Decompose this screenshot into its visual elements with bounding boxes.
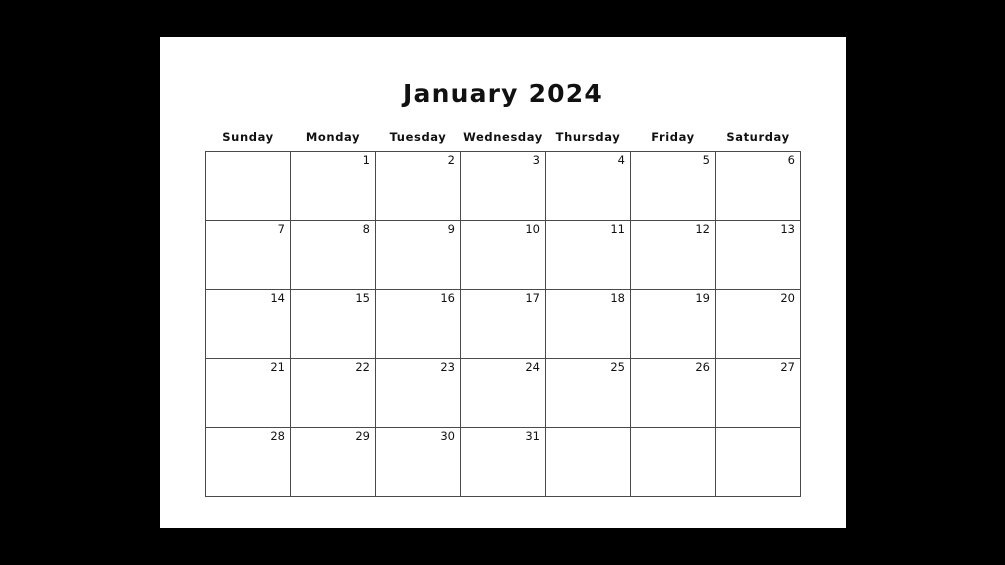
day-number: 29 bbox=[355, 429, 370, 443]
day-cell[interactable] bbox=[206, 428, 291, 497]
calendar-body bbox=[206, 152, 801, 497]
day-number: 26 bbox=[695, 360, 710, 374]
calendar-week-row bbox=[206, 152, 801, 221]
day-number: 27 bbox=[780, 360, 795, 374]
day-cell[interactable] bbox=[291, 428, 376, 497]
calendar-week-row bbox=[206, 428, 801, 497]
dayname-sunday: Sunday bbox=[222, 130, 274, 144]
day-cell[interactable] bbox=[291, 221, 376, 290]
day-cell[interactable] bbox=[631, 221, 716, 290]
dayname-monday: Monday bbox=[305, 130, 361, 144]
day-cell[interactable] bbox=[206, 152, 291, 221]
day-cell[interactable] bbox=[206, 221, 291, 290]
day-number: 25 bbox=[610, 360, 625, 374]
day-cell[interactable] bbox=[291, 290, 376, 359]
day-cell[interactable] bbox=[546, 428, 631, 497]
day-cell[interactable] bbox=[461, 152, 546, 221]
day-number: 16 bbox=[440, 291, 455, 305]
day-number: 20 bbox=[780, 291, 795, 305]
day-number: 19 bbox=[695, 291, 710, 305]
calendar-page bbox=[160, 37, 846, 528]
day-cell[interactable] bbox=[461, 290, 546, 359]
day-cell[interactable] bbox=[206, 359, 291, 428]
day-number: 21 bbox=[270, 360, 285, 374]
dayname-friday: Friday bbox=[651, 130, 695, 144]
day-cell[interactable] bbox=[716, 152, 801, 221]
day-number: 18 bbox=[610, 291, 625, 305]
day-number: 23 bbox=[440, 360, 455, 374]
day-cell[interactable] bbox=[461, 428, 546, 497]
day-cell[interactable] bbox=[376, 221, 461, 290]
day-number: 5 bbox=[702, 153, 710, 167]
day-number: 9 bbox=[447, 222, 455, 236]
calendar-week-row bbox=[206, 290, 801, 359]
day-cell[interactable] bbox=[291, 152, 376, 221]
day-number: 2 bbox=[447, 153, 455, 167]
day-cell[interactable] bbox=[716, 290, 801, 359]
day-cell[interactable] bbox=[716, 428, 801, 497]
day-cell[interactable] bbox=[376, 152, 461, 221]
dayname-saturday: Saturday bbox=[726, 130, 790, 144]
day-cell[interactable] bbox=[631, 428, 716, 497]
day-number: 28 bbox=[270, 429, 285, 443]
day-cell[interactable] bbox=[291, 359, 376, 428]
calendar-grid bbox=[205, 122, 801, 497]
day-number: 31 bbox=[525, 429, 540, 443]
day-cell[interactable] bbox=[546, 221, 631, 290]
day-cell[interactable] bbox=[546, 359, 631, 428]
day-number: 1 bbox=[362, 153, 370, 167]
day-number: 8 bbox=[362, 222, 370, 236]
day-cell[interactable] bbox=[206, 290, 291, 359]
dayname-wednesday: Wednesday bbox=[463, 130, 543, 144]
dayname-thursday: Thursday bbox=[555, 130, 621, 144]
day-number: 13 bbox=[780, 222, 795, 236]
calendar-table bbox=[205, 122, 801, 497]
day-cell[interactable] bbox=[631, 152, 716, 221]
day-number: 7 bbox=[277, 222, 285, 236]
calendar-week-row bbox=[206, 221, 801, 290]
dayname-tuesday: Tuesday bbox=[389, 130, 447, 144]
day-number: 15 bbox=[355, 291, 370, 305]
day-cell[interactable] bbox=[546, 152, 631, 221]
day-number: 3 bbox=[532, 153, 540, 167]
day-cell[interactable] bbox=[631, 359, 716, 428]
day-cell[interactable] bbox=[376, 290, 461, 359]
day-number: 11 bbox=[610, 222, 625, 236]
day-number: 24 bbox=[525, 360, 540, 374]
day-number: 17 bbox=[525, 291, 540, 305]
day-number: 10 bbox=[525, 222, 540, 236]
day-cell[interactable] bbox=[461, 221, 546, 290]
calendar-week-row bbox=[206, 359, 801, 428]
day-number: 30 bbox=[440, 429, 455, 443]
page-title: January 2024 bbox=[403, 79, 603, 108]
day-number: 22 bbox=[355, 360, 370, 374]
day-cell[interactable] bbox=[546, 290, 631, 359]
day-number: 12 bbox=[695, 222, 710, 236]
day-cell[interactable] bbox=[376, 428, 461, 497]
day-number: 6 bbox=[787, 153, 795, 167]
day-number: 4 bbox=[617, 153, 625, 167]
day-cell[interactable] bbox=[461, 359, 546, 428]
day-cell[interactable] bbox=[716, 359, 801, 428]
calendar-header-row bbox=[206, 122, 801, 152]
day-cell[interactable] bbox=[716, 221, 801, 290]
day-cell[interactable] bbox=[631, 290, 716, 359]
day-cell[interactable] bbox=[376, 359, 461, 428]
day-number: 14 bbox=[270, 291, 285, 305]
